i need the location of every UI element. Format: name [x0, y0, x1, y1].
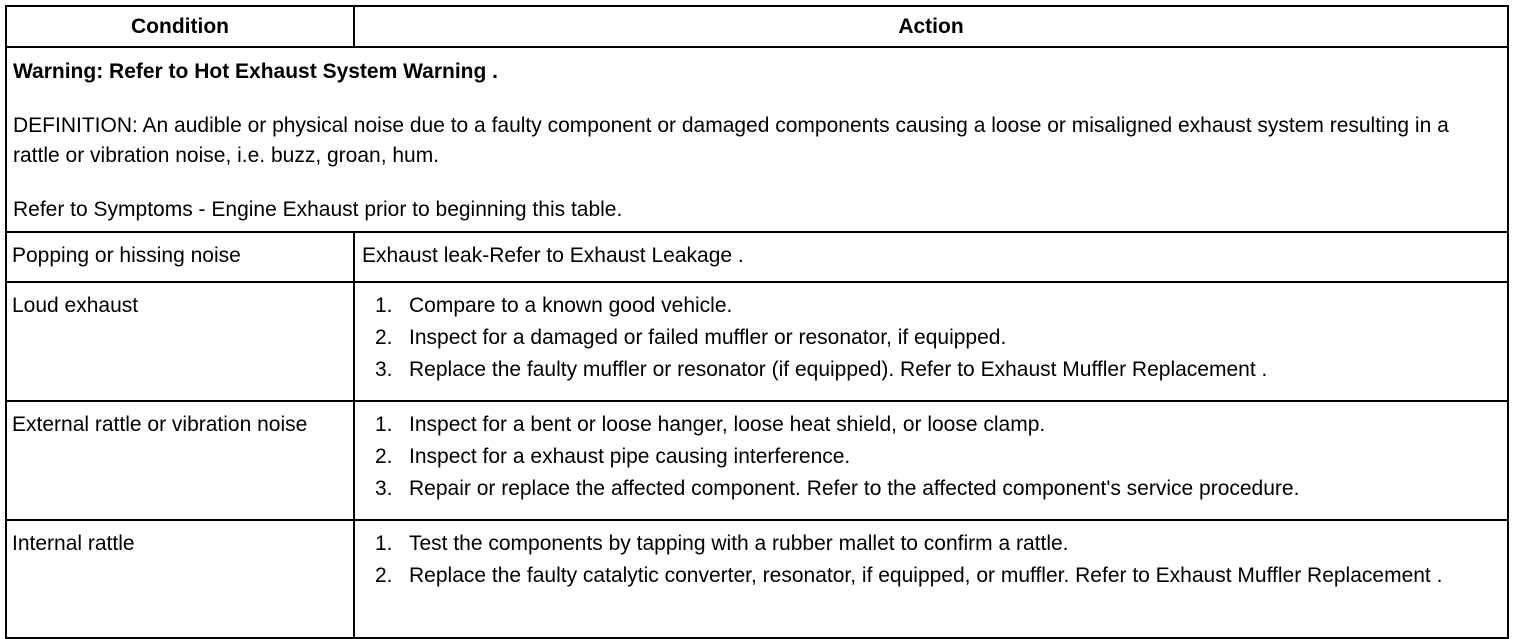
- step-text: Repair or replace the affected component. Refer to the affected component's service procedure.: [409, 477, 1300, 500]
- warning-text: Warning: Refer to Hot Exhaust System Warning .: [13, 60, 498, 83]
- action-header: Action: [354, 6, 1508, 47]
- step-number: 3.: [375, 477, 393, 500]
- step-text: Replace the faulty muffler or resonator (if equipped). Refer to Exhaust Muffler Replacement .: [409, 358, 1268, 381]
- step-number: 3.: [375, 358, 393, 381]
- intro-row: [6, 47, 1508, 232]
- action-steps: [354, 282, 1508, 401]
- condition-cell: Loud exhaust: [6, 282, 354, 401]
- intro-cell: [6, 47, 1508, 232]
- diagnostic-table: [5, 5, 1509, 639]
- action-steps: [354, 401, 1508, 520]
- step-text: Test the components by tapping with a rubber mallet to confirm a rattle.: [409, 532, 1069, 555]
- step-number: 2.: [375, 326, 393, 349]
- action-steps: [354, 520, 1508, 638]
- step-item: [375, 291, 1495, 321]
- step-item: [375, 474, 1495, 504]
- step-text: Compare to a known good vehicle.: [409, 294, 733, 317]
- table-row: [6, 520, 1508, 638]
- condition-text: External rattle or vibration noise: [12, 413, 308, 436]
- step-number: 2.: [375, 564, 393, 587]
- condition-cell: Popping or hissing noise: [6, 232, 354, 282]
- step-item: [375, 442, 1495, 472]
- table-row: [6, 232, 1508, 282]
- step-number: 1.: [375, 532, 393, 555]
- step-number: 2.: [375, 445, 393, 468]
- step-item: [375, 410, 1495, 440]
- step-item: [375, 561, 1495, 591]
- table-header-row: [6, 6, 1508, 47]
- step-item: [375, 323, 1495, 353]
- condition-cell: Internal rattle: [6, 520, 354, 638]
- table-row: [6, 282, 1508, 401]
- step-text: Inspect for a exhaust pipe causing interference.: [409, 445, 851, 468]
- step-text: Replace the faulty catalytic converter, resonator, if equipped, or muffler. Refer to Exhaust Muffler Replacement .: [409, 564, 1443, 587]
- action-cell: Exhaust leak-Refer to Exhaust Leakage .: [354, 232, 1508, 282]
- step-number: 1.: [375, 413, 393, 436]
- step-number: 1.: [375, 294, 393, 317]
- condition-cell: [6, 401, 354, 520]
- refer-text: Refer to Symptoms - Engine Exhaust prior to beginning this table.: [13, 198, 623, 221]
- definition-text: DEFINITION: An audible or physical noise due to a faulty component or damaged components causing a loose or misaligned exhaust system resulting in a rattle or vibration noise, i.e. buzz, groan, hum.: [13, 114, 1449, 167]
- condition-header: Condition: [6, 6, 354, 47]
- step-item: [375, 355, 1495, 385]
- step-item: [375, 529, 1495, 559]
- step-text: Inspect for a damaged or failed muffler or resonator, if equipped.: [409, 326, 1007, 349]
- table-row: [6, 401, 1508, 520]
- step-text: Inspect for a bent or loose hanger, loose heat shield, or loose clamp.: [409, 413, 1046, 436]
